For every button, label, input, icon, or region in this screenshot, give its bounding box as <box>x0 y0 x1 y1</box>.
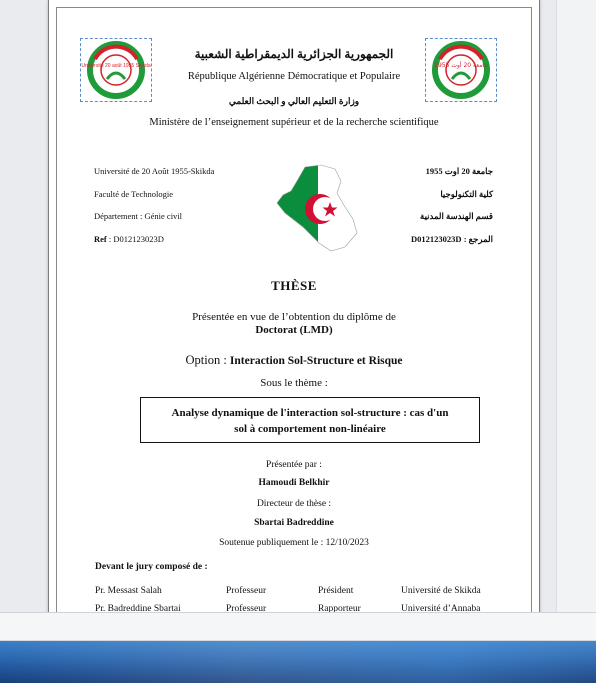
arabic-republic-title: الجمهورية الجزائرية الديمقراطية الشعبية <box>194 47 394 61</box>
jury-row <box>49 586 539 600</box>
defense-date: Soutenue publiquement le : 12/10/2023 <box>219 538 369 548</box>
logo-left-text: Université 20 août 1955 Skikda <box>81 63 151 69</box>
jury-member-institution: Université de Skikda <box>401 586 481 596</box>
french-republic-title: République Algérienne Démocratique et Populaire <box>187 71 401 82</box>
jury-member-name: Pr. Badreddine Sbartai <box>95 604 181 612</box>
algeria-flag-map-icon <box>275 163 361 253</box>
option-line <box>49 353 539 368</box>
jury-member-role: Président <box>318 586 354 596</box>
french-ministry-title: Ministère de l’enseignement supérieur et de la recherche scientifique <box>149 117 439 128</box>
thesis-subject-box <box>140 397 480 443</box>
university-name-fr: Université de 20 Août 1955-Skikda <box>94 166 215 176</box>
reference-label: Ref <box>94 234 107 244</box>
jury-member-name: Pr. Messast Salah <box>95 586 162 596</box>
thesis-title: THÈSE <box>271 278 317 293</box>
document-page <box>48 0 540 612</box>
reference-value: : D012123023D <box>106 234 164 244</box>
reference-fr <box>94 234 164 244</box>
reference-ar: D012123023D : المرجع <box>411 234 493 244</box>
thesis-subject-line-2: sol à comportement non-linéaire <box>234 423 386 435</box>
thesis-subject-line-1: Analyse dynamique de l'interaction sol-structure : cas d'un <box>171 407 449 419</box>
degree-name: Doctorat (LMD) <box>255 324 333 336</box>
university-name-ar: جامعة 20 اوت 1955 <box>425 166 493 176</box>
faculty-name-ar: كلية التكنولوجيا <box>440 189 493 199</box>
logo-right-text: جامعة 20 أوت 1955 <box>434 62 488 69</box>
vertical-scroll-area[interactable] <box>556 0 596 612</box>
jury-row <box>49 604 539 612</box>
taskbar-highlight <box>0 641 596 683</box>
status-bar <box>0 612 596 642</box>
theme-label: Sous le thème : <box>260 377 328 389</box>
jury-member-grade: Professeur <box>226 586 267 596</box>
director-label: Directeur de thèse : <box>256 499 332 509</box>
jury-member-role: Rapporteur <box>318 604 361 612</box>
algeria-map-flag <box>275 163 361 253</box>
option-value: Interaction Sol-Structure et Risque <box>229 355 403 367</box>
jury-member-institution: Université d’Annaba <box>401 604 481 612</box>
degree-intro: Présentée en vue de l’obtention du diplôme de <box>192 311 396 323</box>
department-name-ar: قسم الهندسة المدنية <box>420 211 493 221</box>
option-label: Option : <box>185 353 230 367</box>
director-name: Sbartai Badreddine <box>254 518 334 528</box>
presented-by-label: Présentée par : <box>266 460 322 470</box>
arabic-ministry-title: وزارة التعليم العالي و البحث العلمي <box>228 96 360 106</box>
author-name: Hamoudi Belkhir <box>258 478 330 488</box>
jury-member-grade: Professeur <box>226 604 267 612</box>
department-name-fr: Département : Génie civil <box>94 211 183 221</box>
jury-title: Devant le jury composé de : <box>95 562 208 572</box>
faculty-name-fr: Faculté de Technologie <box>94 189 174 199</box>
